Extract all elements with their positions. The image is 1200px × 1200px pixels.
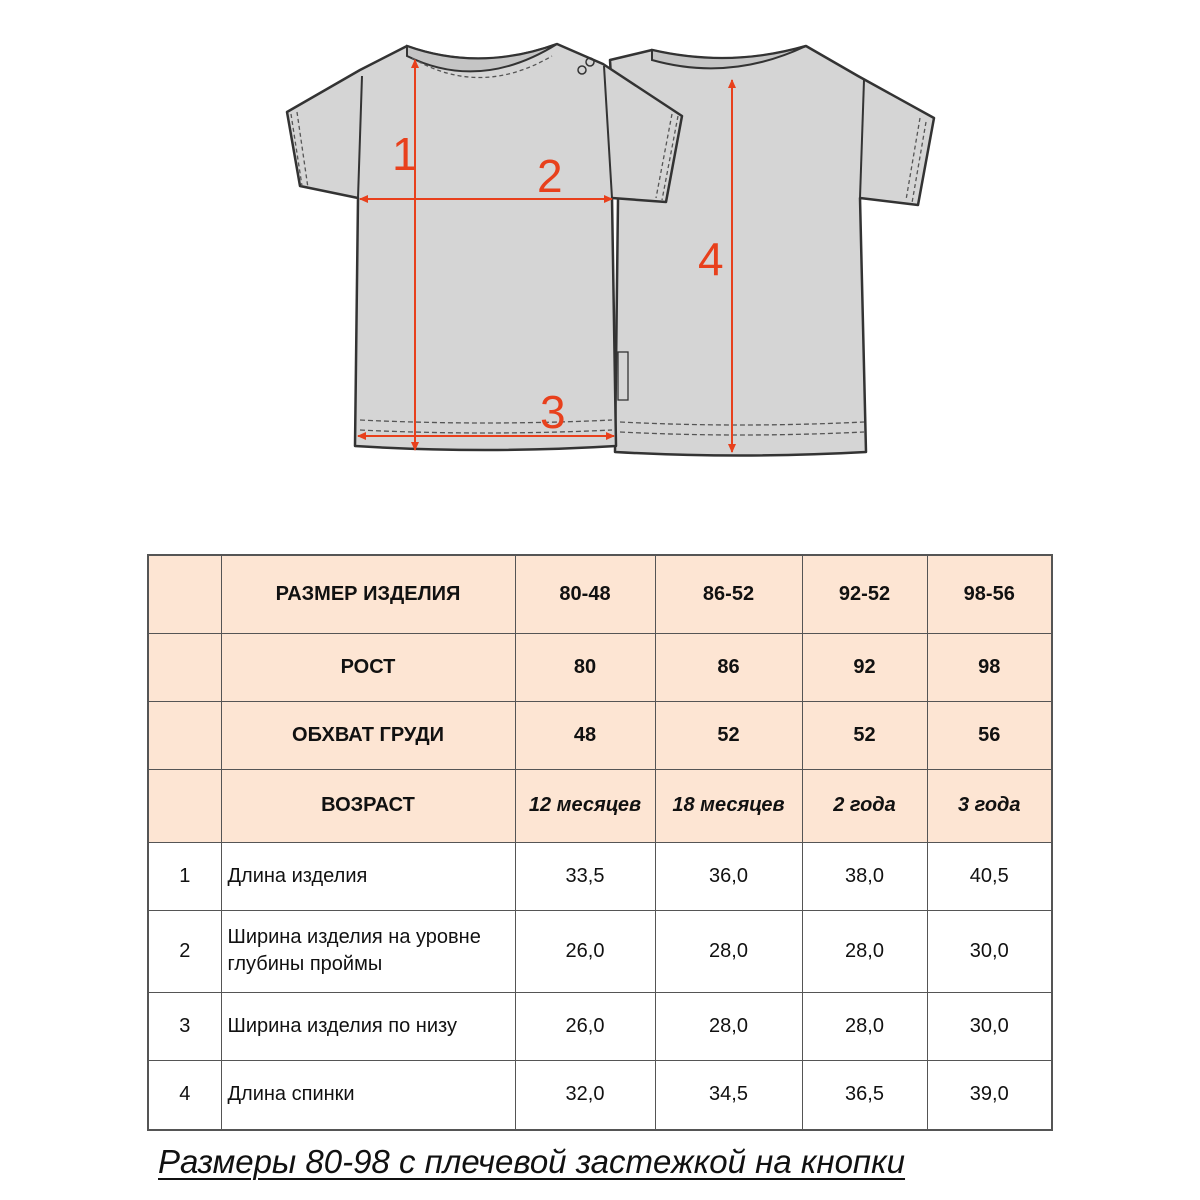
chest-cell: 52 xyxy=(655,701,802,769)
table-row-height xyxy=(148,633,1052,701)
size-cell: 98-56 xyxy=(927,555,1052,633)
age-cell: 18 месяцев xyxy=(655,769,802,842)
table-row-chest xyxy=(148,701,1052,769)
table-row xyxy=(148,1060,1052,1130)
measurement-value: 28,0 xyxy=(655,992,802,1060)
row-label-chest: ОБХВАТ ГРУДИ xyxy=(221,701,515,769)
measurement-value: 36,5 xyxy=(802,1060,927,1130)
row-number: 1 xyxy=(148,842,221,910)
measure-label-4: 4 xyxy=(698,233,724,285)
age-cell: 3 года xyxy=(927,769,1052,842)
measurement-value: 39,0 xyxy=(927,1060,1052,1130)
measurement-value: 30,0 xyxy=(927,910,1052,992)
row-label-height: РОСТ xyxy=(221,633,515,701)
measurement-value: 28,0 xyxy=(802,910,927,992)
measure-label-3: 3 xyxy=(540,386,566,438)
row-number: 3 xyxy=(148,992,221,1060)
measurement-value: 40,5 xyxy=(927,842,1052,910)
table-cell-empty xyxy=(148,555,221,633)
tshirt-measurement-diagram xyxy=(0,0,1200,500)
size-cell: 80-48 xyxy=(515,555,655,633)
measurement-value: 34,5 xyxy=(655,1060,802,1130)
age-cell: 12 месяцев xyxy=(515,769,655,842)
chest-cell: 52 xyxy=(802,701,927,769)
table-row xyxy=(148,910,1052,992)
table-row xyxy=(148,992,1052,1060)
measurement-value: 33,5 xyxy=(515,842,655,910)
size-cell: 92-52 xyxy=(802,555,927,633)
table-row-size xyxy=(148,555,1052,633)
row-label-age: ВОЗРАСТ xyxy=(221,769,515,842)
chest-cell: 56 xyxy=(927,701,1052,769)
height-cell: 86 xyxy=(655,633,802,701)
table-row xyxy=(148,842,1052,910)
measurement-value: 36,0 xyxy=(655,842,802,910)
measurement-name: Длина спинки xyxy=(221,1060,515,1130)
measurement-name: Ширина изделия на уровне глубины проймы xyxy=(221,910,515,992)
measurement-value: 38,0 xyxy=(802,842,927,910)
measure-label-2: 2 xyxy=(537,150,563,202)
measurement-value: 30,0 xyxy=(927,992,1052,1060)
height-cell: 80 xyxy=(515,633,655,701)
measurement-value: 26,0 xyxy=(515,910,655,992)
size-cell: 86-52 xyxy=(655,555,802,633)
size-table xyxy=(147,554,1053,1131)
table-cell-empty xyxy=(148,769,221,842)
measurement-value: 28,0 xyxy=(655,910,802,992)
age-cell: 2 года xyxy=(802,769,927,842)
row-number: 2 xyxy=(148,910,221,992)
table-row-age xyxy=(148,769,1052,842)
table-cell-empty xyxy=(148,633,221,701)
height-cell: 92 xyxy=(802,633,927,701)
table-cell-empty xyxy=(148,701,221,769)
measurement-value: 32,0 xyxy=(515,1060,655,1130)
measure-label-1: 1 xyxy=(392,128,418,180)
size-note-caption: Размеры 80-98 с плечевой застежкой на кнопки xyxy=(158,1143,906,1180)
chest-cell: 48 xyxy=(515,701,655,769)
measurement-name: Ширина изделия по низу xyxy=(221,992,515,1060)
measurement-value: 28,0 xyxy=(802,992,927,1060)
measurement-value: 26,0 xyxy=(515,992,655,1060)
measurement-name: Длина изделия xyxy=(221,842,515,910)
row-label-size: РАЗМЕР ИЗДЕЛИЯ xyxy=(221,555,515,633)
height-cell: 98 xyxy=(927,633,1052,701)
row-number: 4 xyxy=(148,1060,221,1130)
